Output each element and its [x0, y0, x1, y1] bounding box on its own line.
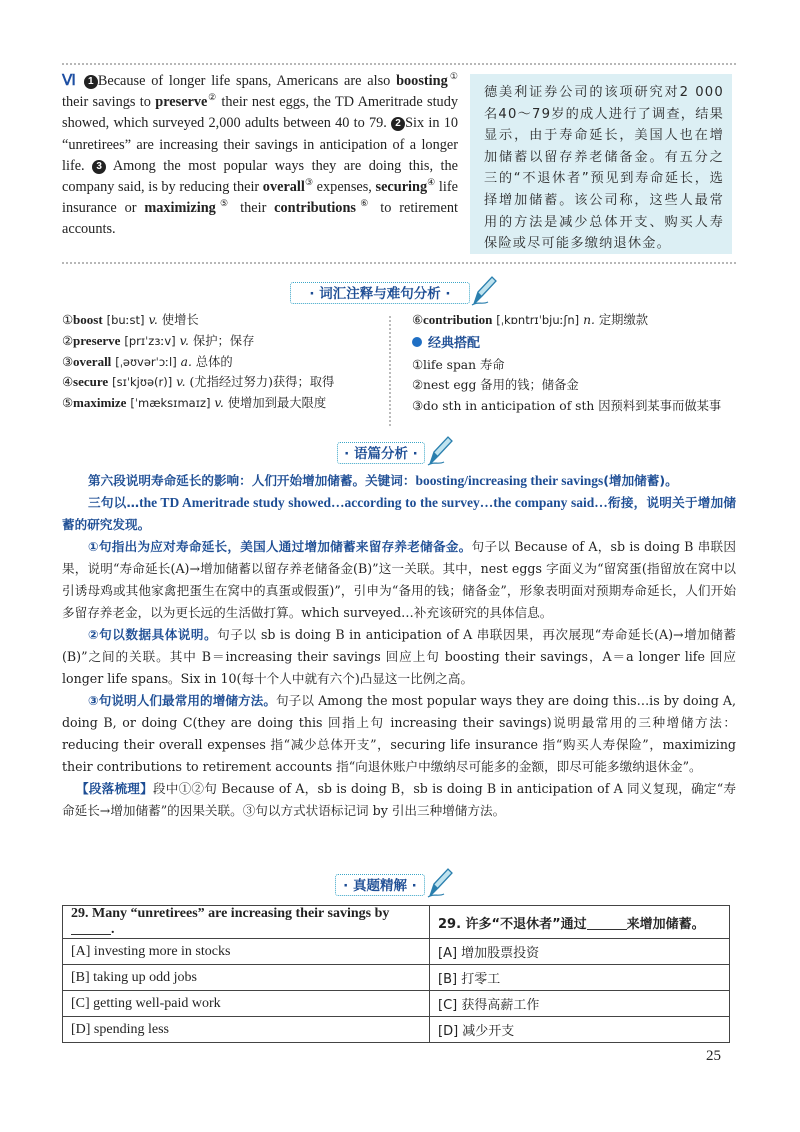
- table-row: [63, 906, 730, 939]
- vocab-section-title: · 词汇注释与难句分析 ·: [290, 282, 470, 304]
- translation-box: 德美利证券公司的该项研究对2 000名40～79岁的成人进行了调查，结果显示，由于寿命延长，美国人也在增加储蓄以留存养老储备金。有五分之三的“不退休者”预见到寿命延长，选择增加储蓄。该公司称，这些人最常用的方法是减少总体开支、购买人寿保险或尽可能多缴纳退休金。: [470, 74, 732, 254]
- analysis-sentence-1: ①句指出为应对寿命延长，美国人通过增加储蓄来留存养老储备金。句子以 Because of A，sb is doing B 串联因果，说明“寿命延长(A)→增加储蓄以留存养老储备金(B)”这一关联。其中，nest eggs 字面义为“留窝蛋(指留放在窝中以引诱母鸡或其他家禽把蛋生在窝中的真蛋或假蛋)”，引申为“备用的钱；储备金”，形象表明面对预期寿命延长，人们开始多留存养老金，以为更长远的生活做打算。which surveyed…补充该研究的具体信息。: [62, 539, 736, 620]
- answer-blank: [71, 922, 111, 935]
- keyword-securing: securing: [375, 179, 428, 196]
- option-a-zh: [A] 增加股票投资: [430, 939, 730, 965]
- exam-section-title: · 真题精解 ·: [335, 874, 425, 896]
- passage-bottom-divider: [62, 262, 736, 264]
- discourse-section-title: · 语篇分析 ·: [337, 442, 425, 464]
- option-d-en: [D] spending less: [63, 1017, 430, 1043]
- table-row: [63, 939, 730, 965]
- table-row: [63, 1017, 730, 1043]
- table-row: [63, 965, 730, 991]
- sentence-2-marker: 2: [391, 117, 405, 131]
- page-number: 25: [706, 1048, 721, 1064]
- vocab-item: ⑤maximize [ˈmæksɪmaɪz] v. 使增加到最大限度: [62, 395, 327, 411]
- vocab-item: ①boost [buːst] v. 使增长: [62, 312, 199, 327]
- passage-paragraph: Ⅵ 1 Because of longer life spans, Americans are also boosting① their savings to preserve② their nest eggs, the TD Ameritrade study showed, which surveyed 2,000 adults between 40 to 79. 2 Six in 10 “unretirees” are increasing their savings in anticipation of a longer life. 3 Among the most popular ways they are doing this, the company said, is by reducing their overall③ expenses, securing④ life insurance or maximizing⑤ their contributions⑥ to retirement accounts.: [62, 71, 459, 238]
- vocab-item: ④secure [sɪˈkjʊə(r)] v. (尤指经过努力)获得；取得: [62, 374, 335, 390]
- option-b-en: [B] taking up odd jobs: [63, 965, 430, 991]
- analysis-sentence-3: ③句说明人们最常用的增储方法。句子以 Among the most popular ways they are doing this…is by doing A, doing B, or doing C(they are doing this 回指上句 increasing their savings)说明最常用的三种增储方法：reducing their overall expenses 指“减少总体开支”，securing life insurance 指“购买人寿保险”，maximizing their contributions to retirement accounts 指“向退休账户中缴纳尽可能多的金额，即尽可能多缴纳退休金”。: [62, 693, 736, 774]
- sentence-1-marker: 1: [84, 75, 98, 89]
- top-divider: [62, 63, 736, 65]
- paragraph-summary: 【段落梳理】段中①②句 Because of A，sb is doing B，sb is doing B in anticipation of A 同义复现，确定“寿命延长→增加储蓄”的因果关联。③句以方式状语标记词 by 引出三种增储方法。: [62, 781, 736, 818]
- option-b-zh: [B] 打零工: [430, 965, 730, 991]
- pen-icon: [426, 866, 454, 898]
- option-c-zh: [C] 获得高薪工作: [430, 991, 730, 1017]
- question-table: [62, 905, 730, 1043]
- keyword-boosting: boosting: [396, 73, 448, 89]
- pen-icon: [470, 274, 498, 306]
- pen-icon: [426, 434, 454, 466]
- question-stem-en: 29. Many “unretirees” are increasing their savings by .: [63, 906, 430, 939]
- collocation-item: ①life span 寿命: [412, 357, 505, 372]
- analysis-sentence-2: ②句以数据具体说明。句子以 sb is doing B in anticipation of A 串联因果，再次展现“寿命延长(A)→增加储蓄(B)”之间的关联。其中 B＝increasing their savings 回应上句 boosting their savings，A＝a longer life 回应 longer life spans。Six in 10(每十个人中就有六个)凸显这一比例之高。: [62, 627, 736, 686]
- vocab-list-right: [412, 310, 721, 417]
- collocation-header: 经典搭配: [412, 333, 721, 355]
- collocation-item: ②nest egg 备用的钱；储备金: [412, 378, 579, 393]
- keyword-contributions: contributions: [274, 200, 356, 217]
- collocation-item: ③do sth in anticipation of sth 因预料到某事而做某事: [412, 399, 722, 414]
- vocab-column-divider: [389, 316, 391, 426]
- paragraph-marker: Ⅵ: [62, 73, 79, 89]
- keyword-overall: overall: [262, 179, 305, 196]
- keyword-maximizing: maximizing: [144, 200, 216, 217]
- vocab-item: ③overall [ˌəʊvərˈɔːl] a. 总体的: [62, 353, 233, 369]
- vocab-item: ⑥contribution [ˌkɒntrɪˈbjuːʃn] n. 定期缴款: [412, 312, 649, 327]
- vocab-list-left: [62, 310, 334, 414]
- question-stem-zh: 29. 许多“不退休者”通过 来增加储蓄。: [430, 906, 730, 939]
- keyword-preserve: preserve: [155, 94, 208, 111]
- analysis-summary: 第六段说明寿命延长的影响：人们开始增加储蓄。关键词：boosting/increasing their savings(增加储蓄)。: [88, 473, 678, 488]
- bullet-dot-icon: [412, 337, 422, 347]
- option-c-en: [C] getting well-paid work: [63, 991, 430, 1017]
- analysis-structure: 三句以…the TD Ameritrade study showed…according to the survey…the company said…衔接，说明关于增加储蓄的研究发现。: [62, 495, 737, 532]
- vocab-item: ②preserve [prɪˈzɜːv] v. 保护；保存: [62, 332, 255, 348]
- option-a-en: [A] investing more in stocks: [63, 939, 430, 965]
- sentence-3-marker: 3: [92, 160, 106, 174]
- answer-blank: [587, 917, 627, 930]
- table-row: [63, 991, 730, 1017]
- option-d-zh: [D] 减少开支: [430, 1017, 730, 1043]
- analysis-text: [62, 470, 736, 822]
